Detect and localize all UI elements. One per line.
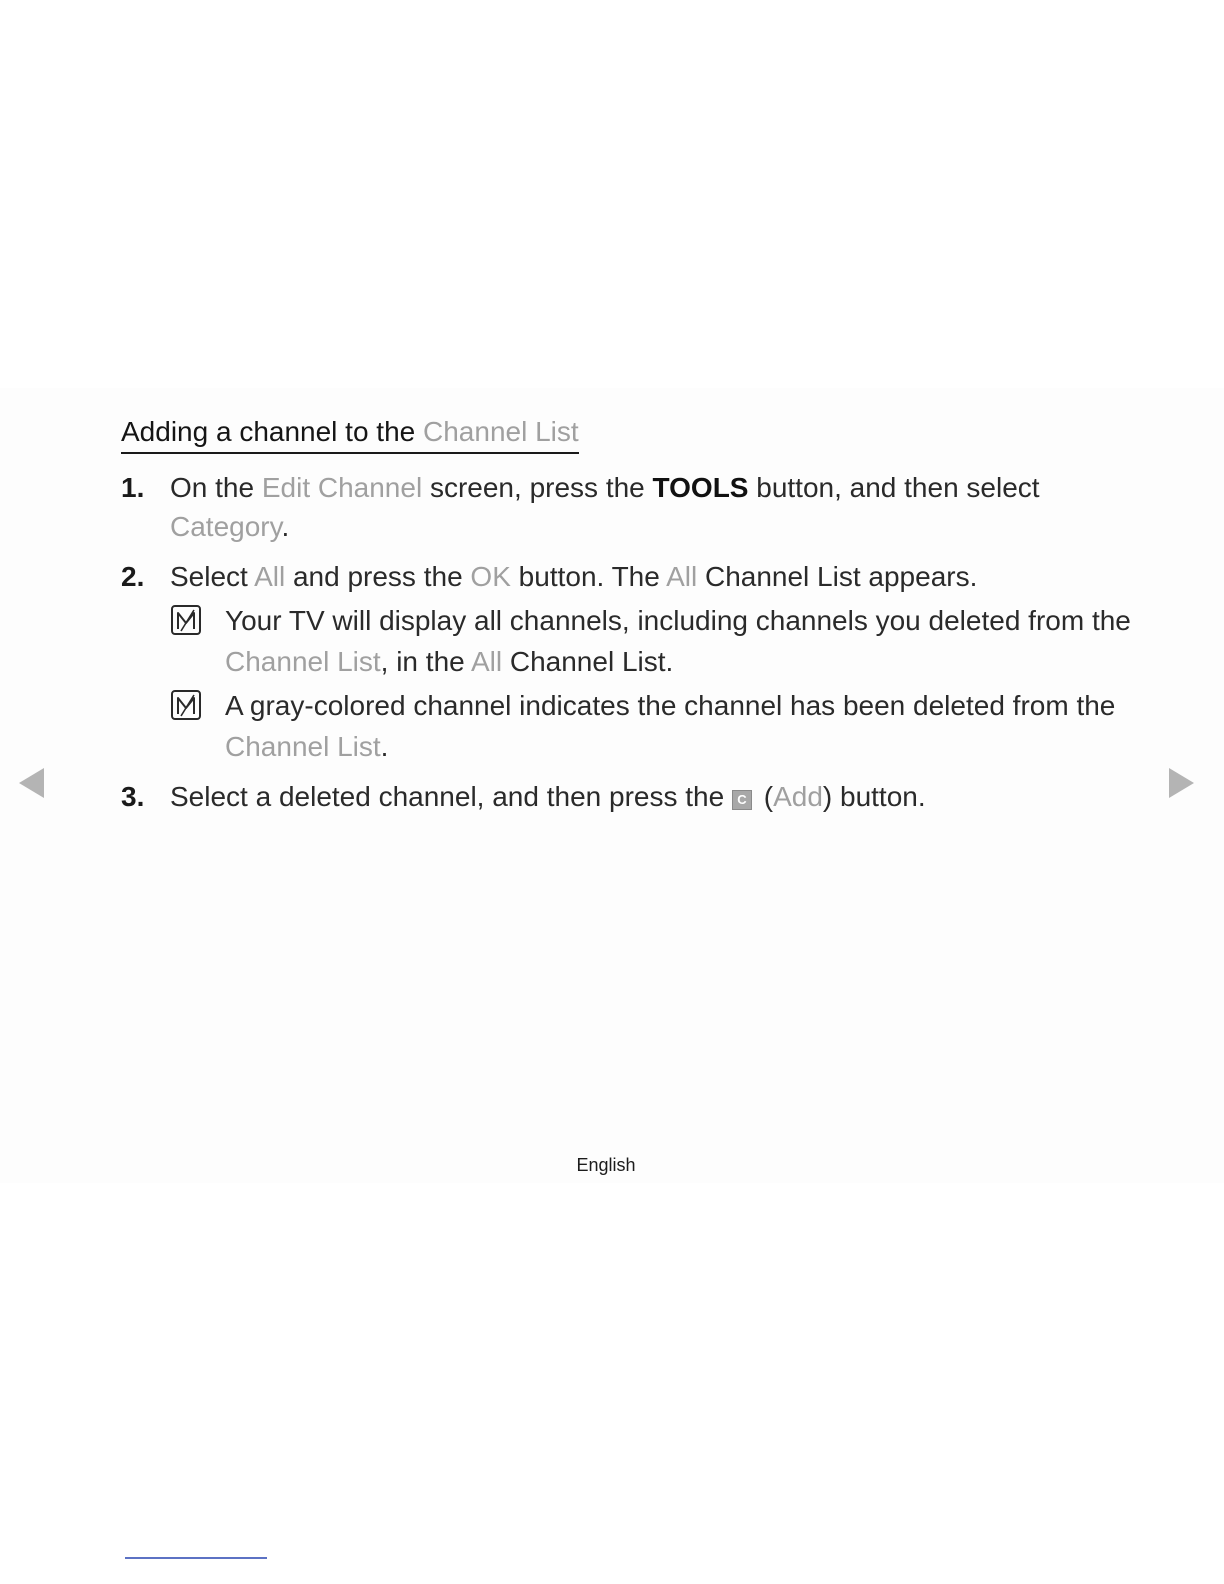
menu-term: All	[470, 646, 503, 677]
menu-term: All	[254, 561, 286, 592]
step-number: 2.	[121, 561, 145, 592]
heading-text: Adding a channel to the	[121, 416, 424, 447]
left-arrow-icon[interactable]	[17, 766, 47, 800]
step-number: 3.	[121, 781, 145, 812]
menu-term: All	[666, 561, 698, 592]
note-text	[225, 600, 1155, 682]
link-underline	[125, 1557, 267, 1559]
note-text-part: Your TV will display all channels, including channels you deleted from the	[225, 605, 1131, 636]
note-text-part: .	[380, 731, 389, 762]
note-text-part: A gray-colored channel indicates the channel has been deleted from the	[225, 690, 1116, 721]
step-text-part: .	[281, 511, 290, 542]
menu-term: Edit Channel	[261, 472, 423, 503]
menu-term: Channel List	[225, 646, 381, 677]
step-text-part: Channel List appears.	[697, 561, 978, 592]
step-text-part: ) button.	[822, 781, 926, 812]
remote-c-key-icon: C	[732, 790, 752, 810]
step-text-part: screen, press the	[422, 472, 653, 503]
step-text-part: and press the	[285, 561, 471, 592]
right-arrow-icon[interactable]	[1166, 766, 1196, 800]
heading-highlight: Channel List	[423, 416, 579, 447]
note-icon	[170, 689, 202, 721]
note-text-part: Channel List.	[502, 646, 674, 677]
step-text-part: button. The	[510, 561, 667, 592]
button-term: TOOLS	[652, 472, 749, 503]
step-text-part: Select a deleted channel, and then press the	[170, 781, 732, 812]
note-icon	[170, 604, 202, 636]
button-term: Add	[773, 781, 823, 812]
button-term: OK	[470, 561, 511, 592]
step-text-part: Select	[170, 561, 255, 592]
step-text-part: button, and then select	[748, 472, 1040, 503]
step-text	[170, 777, 1150, 816]
step-text	[170, 557, 1150, 596]
step-text	[170, 468, 1150, 546]
menu-term: Category	[170, 511, 282, 542]
step-number: 1.	[121, 472, 145, 503]
menu-term: Channel List	[225, 731, 381, 762]
section-heading	[121, 412, 579, 454]
note-text-part: , in the	[380, 646, 471, 677]
step-text-part: (	[755, 781, 774, 812]
step-text-part: On the	[170, 472, 262, 503]
note-text	[225, 685, 1155, 767]
footer-language: English	[576, 1155, 636, 1175]
